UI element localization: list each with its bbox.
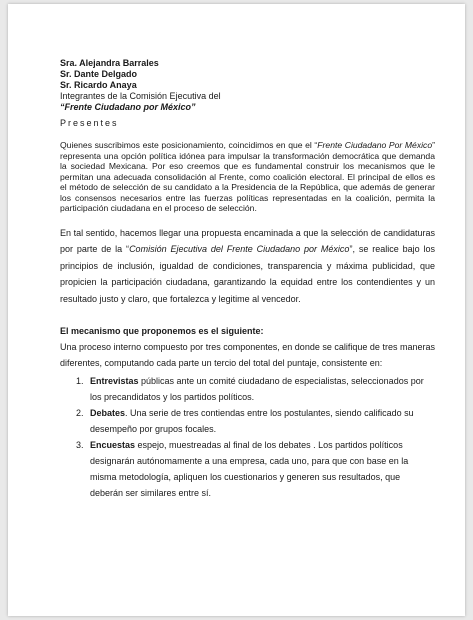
list-item-text: . Una serie de tres contiendas entre los postulantes, siendo calificado su desempeño por grupos focales. bbox=[90, 408, 414, 434]
paragraph-2-emphasis: Comisión Ejecutiva del Frente Ciudadano por México bbox=[129, 244, 350, 254]
list-item bbox=[86, 437, 435, 501]
recipient-role: Integrantes de la Comisión Ejecutiva del bbox=[60, 91, 221, 101]
letter-body bbox=[60, 58, 435, 501]
mechanism-list bbox=[60, 373, 435, 501]
list-item-term: Debates bbox=[90, 408, 126, 418]
list-item-term: Entrevistas bbox=[90, 376, 139, 386]
list-item-term: Encuestas bbox=[90, 440, 136, 450]
list-item bbox=[86, 405, 435, 437]
section-heading: El mecanismo que proponemos es el siguiente: bbox=[60, 326, 264, 336]
paragraph-1-part-c: ” representa una opción política idónea para impulsar la transformación democrática que demanda la sociedad Mexicana. Por eso creemos que es fundamental construir los mecanismos que le permitan una adecuada consolidación al Frente, como coalición electoral. El principal de ellos es el método de selección de su candidato a la Presidencia de la República, que además de generar los consensos necesarios entre las fuerzas políticas representadas en la coalición, permita la participación ciudadana en el proceso de selección. bbox=[60, 140, 435, 213]
document-page bbox=[8, 4, 465, 616]
recipient-organization: “Frente Ciudadano por México” bbox=[60, 102, 196, 112]
list-item-text: públicas ante un comité ciudadano de especialistas, seleccionados por los precandidatos y los partidos políticos. bbox=[90, 376, 424, 402]
paragraph-1-emphasis: Frente Ciudadano Por México bbox=[317, 140, 433, 150]
paragraph-2-part-a: En tal sentido, hacemos llegar una propuesta encaminada a que la selección de candidaturas por parte de la “ bbox=[60, 227, 435, 254]
recipient-2: Sr. Dante Delgado bbox=[60, 69, 138, 79]
paragraph-1-part-a: Quienes suscribimos este posicionamiento, coincidimos en que el “ bbox=[60, 140, 318, 150]
salutation: Presentes bbox=[60, 118, 119, 128]
recipient-block bbox=[60, 58, 435, 113]
list-item-text: espejo, muestreadas al final de los debates . Los partidos políticos designarán autónomamente a una empresa, cada uno, para que con base en la misma metodología, apliquen los cuestionarios y generen sus resultados, que deberán ser similares entre sí. bbox=[90, 440, 409, 498]
paragraph-2-part-c: ”, se realice bajo los principios de inclusión, igualdad de condiciones, transparencia y máxima publicidad, que propicien la participación ciudadana, garantizando la equidad entre los contendientes y un resultado justo y claro, que fortalezca y legitime al vencedor. bbox=[60, 244, 436, 304]
paragraph-3: Una proceso interno compuesto por tres componentes, en donde se califique de tres maneras diferentes, computando cada parte un tercio del total del puntaje, consistente en: bbox=[60, 342, 435, 368]
list-item bbox=[86, 373, 435, 405]
recipient-1: Sra. Alejandra Barrales bbox=[60, 58, 159, 68]
paragraph-2 bbox=[60, 225, 435, 308]
paragraph-1 bbox=[60, 140, 435, 214]
recipient-3: Sr. Ricardo Anaya bbox=[60, 80, 137, 90]
